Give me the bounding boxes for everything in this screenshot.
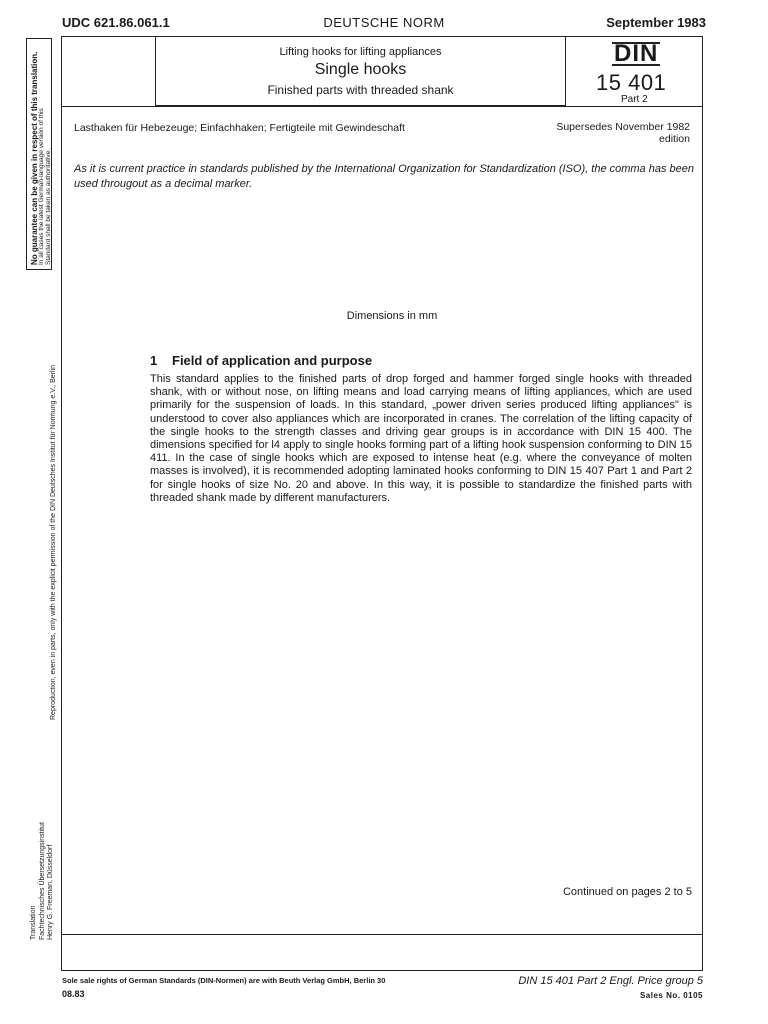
section-title: Field of application and purpose (172, 353, 373, 368)
dimensions-note: Dimensions in mm (346, 310, 438, 322)
header-divider (61, 106, 703, 107)
date-code: 08.83 (62, 989, 85, 999)
guarantee-note: No guarantee can be given in respect of this translation. (30, 51, 39, 265)
continued-note: Continued on pages 2 to 5 (562, 886, 692, 898)
publication-date: September 1983 (606, 15, 706, 30)
authoritative-line-1: In all cases the latest German-language version of this (38, 108, 45, 265)
sale-rights-note: Sole sale rights of German Standards (DIN-Normen) are with Beuth Verlag GmbH, Berlin 30 (62, 976, 386, 985)
din-standard-number: 15 401 (596, 70, 667, 95)
supersedes-note (520, 121, 690, 145)
translation-line-3: Henry G. Freeman, Düsseldorf (47, 844, 54, 940)
udc-number: UDC 621.86.061.1 (62, 15, 170, 30)
german-title: Lasthaken für Hebezeuge; Einfachhaken; Fertigteile mit Gewindeschaft (74, 122, 405, 134)
title-block (155, 36, 566, 106)
footer-divider (61, 934, 703, 935)
iso-decimal-note: As it is current practice in standards published by the International Organization for Standardization (ISO), the comma has been used througout as a decimal marker. (74, 163, 694, 190)
document-reference: DIN 15 401 Part 2 Engl. Price group 5 (518, 975, 703, 987)
section-heading (150, 353, 372, 368)
title-line-2: Single hooks (314, 61, 407, 78)
section-body: This standard applies to the finished parts of drop forged and hammer forged single hooks with threaded shank, with or without nose, on lifting means and load carrying means of lifting appliances, which are used primarily for the suspension of loads. In this standard, „power driven series produced lifting appliances" is understood to cover also appliances which are incorporated in cranes. The correlation of the lifting capacity of the single hooks to the strength classes and driving gear groups is in accordance with DIN 15 400. The dimensions specified for l4 apply to single hooks forming part of a lifting hook suspension conforming to DIN 15 411. In the case of single hooks which are exposed to intense heat (e.g. where the conveyance of molten masses is involved), it is recommended adopting laminated hooks conforming to DIN 15 407 Part 1 and Part 2 for single hooks of size No. 20 and above. In this way, it is possible to standardize the finished parts with threaded shank made by different manufacturers. (150, 373, 692, 504)
title-line-1: Lifting hooks for lifting appliances (279, 46, 442, 58)
reproduction-note: Reproduction, even in parts, only with the explicit permission of the DIN Deutsches Institut für Normung e.V., Berlin (50, 365, 57, 720)
din-logo: DIN (614, 40, 659, 67)
din-part: Part 2 (621, 94, 648, 105)
supersedes-line-2: edition (659, 133, 690, 145)
supersedes-line-1: Supersedes November 1982 (556, 121, 690, 133)
title-line-3: Finished parts with threaded shank (267, 83, 454, 97)
translation-line-1: Translation (30, 905, 37, 940)
section-number: 1 (150, 353, 158, 368)
translation-credit (30, 822, 56, 940)
translation-line-2: Fachtechnisches Übersetzungsinstitut (38, 822, 46, 940)
authoritative-version-note (38, 108, 52, 265)
authoritative-line-2: Standard shall be taken as authoritative. (45, 149, 52, 265)
norm-label: DEUTSCHE NORM (323, 15, 445, 30)
sales-number: Sales No. 0105 (639, 991, 703, 1000)
